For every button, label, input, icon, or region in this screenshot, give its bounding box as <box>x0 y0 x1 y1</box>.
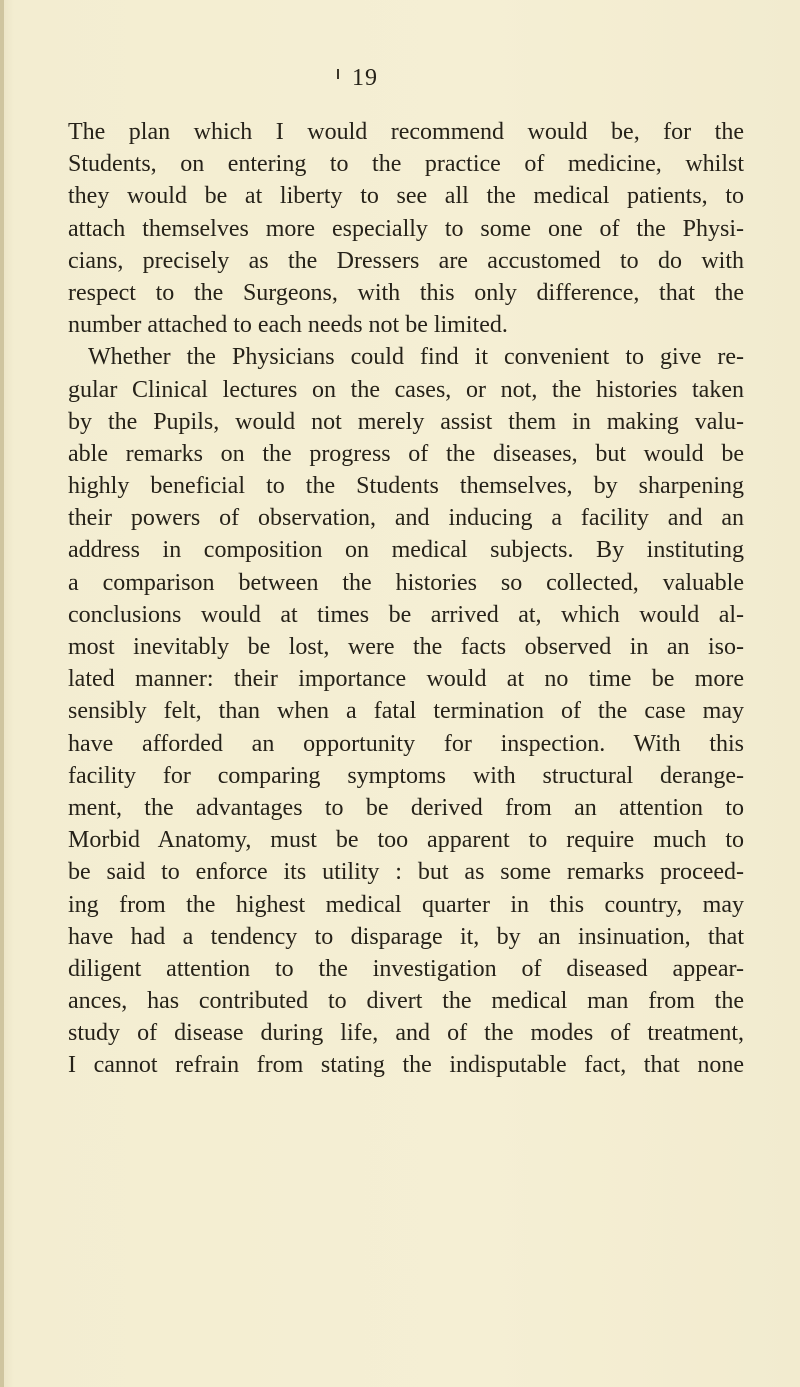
page-number: 19 <box>352 65 378 91</box>
text-line: sensibly felt, than when a fatal termination of the case may <box>68 698 744 725</box>
text-line: their powers of observation, and inducing a facility and an <box>68 505 744 532</box>
text-line: Whether the Physicians could find it convenient to give re- <box>88 344 744 371</box>
page-binding-edge <box>0 0 4 1387</box>
text-line: ances, has contributed to divert the medical man from the <box>68 988 744 1015</box>
text-line: able remarks on the progress of the diseases, but would be <box>68 440 744 467</box>
text-line: study of disease during life, and of the modes of treatment, <box>68 1020 744 1047</box>
text-line: number attached to each needs not be limited. <box>68 312 508 339</box>
text-line: have had a tendency to disparage it, by an insinuation, that <box>68 923 744 950</box>
text-line: facility for comparing symptoms with structural derange- <box>68 762 744 789</box>
text-line: attach themselves more especially to some one of the Physi- <box>68 215 744 242</box>
body-text <box>68 116 744 1082</box>
printer-mark <box>337 69 339 79</box>
text-line: lated manner: their importance would at no time be more <box>68 666 744 693</box>
text-line: I cannot refrain from stating the indisputable fact, that none <box>68 1052 744 1079</box>
text-line: The plan which I would recommend would be, for the <box>68 119 744 145</box>
text-line: ment, the advantages to be derived from an attention to <box>68 794 744 821</box>
text-line: have afforded an opportunity for inspection. With this <box>68 730 744 757</box>
text-line: a comparison between the histories so collected, valuable <box>68 569 744 596</box>
text-line: most inevitably be lost, were the facts observed in an iso- <box>68 634 744 660</box>
text-line: gular Clinical lectures on the cases, or not, the histories taken <box>68 376 744 403</box>
text-line: by the Pupils, would not merely assist them in making valu- <box>68 408 744 435</box>
text-line: be said to enforce its utility : but as some remarks proceed- <box>68 859 744 886</box>
text-line: Morbid Anatomy, must be too apparent to require much to <box>68 827 744 854</box>
text-line: cians, precisely as the Dressers are accustomed to do with <box>68 247 744 274</box>
text-line: they would be at liberty to see all the medical patients, to <box>68 183 744 210</box>
text-line: respect to the Surgeons, with this only difference, that the <box>68 279 744 306</box>
text-line: highly beneficial to the Students themselves, by sharpening <box>68 473 744 500</box>
text-line: Students, on entering to the practice of medicine, whilst <box>68 151 744 178</box>
text-line: address in composition on medical subjects. By instituting <box>68 537 744 564</box>
text-line: conclusions would at times be arrived at, which would al- <box>68 601 744 628</box>
text-line: ing from the highest medical quarter in this country, may <box>68 891 744 918</box>
text-line: diligent attention to the investigation of diseased appear- <box>68 955 744 982</box>
